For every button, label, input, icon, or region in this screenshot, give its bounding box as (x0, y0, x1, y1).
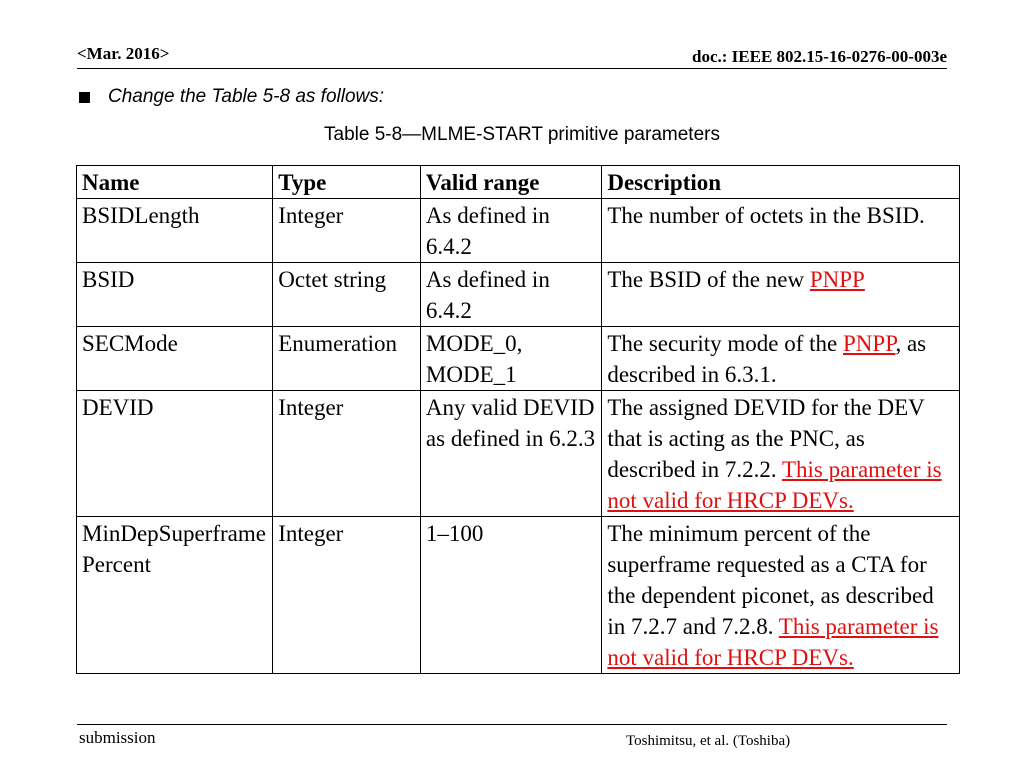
header-divider (77, 68, 947, 69)
column-header-name: Name (77, 166, 273, 199)
description-text: , as described in 6.3.1. (607, 331, 927, 387)
description-text: The assigned DEVID for the DEV that is acting as the PNC, as described in 7.2.2. (607, 395, 925, 482)
cell-name: BSID (77, 263, 273, 327)
cell-description (602, 517, 960, 674)
column-header-type: Type (273, 166, 421, 199)
square-bullet-icon (79, 92, 90, 103)
table-caption: Table 5-8—MLME-START primitive parameters (324, 124, 720, 145)
description-text: The number of octets in the BSID. (607, 203, 925, 228)
instruction-text: Change the Table 5-8 as follows: (108, 86, 385, 107)
cell-description (602, 327, 960, 391)
cell-name: MinDepSuperframePercent (77, 517, 273, 674)
table-row (77, 327, 960, 391)
description-text: The minimum percent of the superframe requested as a CTA for the dependent piconet, as described in 7.2.7 and 7.2.8. (607, 521, 934, 639)
header-doc-id: doc.: IEEE 802.15-16-0276-00-003e (692, 47, 947, 66)
cell-name: BSIDLength (77, 199, 273, 263)
cell-description (602, 199, 960, 263)
cell-description (602, 391, 960, 517)
footer-divider (77, 724, 947, 725)
cell-valid-range: 1–100 (420, 517, 601, 674)
cell-valid-range: As defined in 6.4.2 (420, 263, 601, 327)
table-row (77, 263, 960, 327)
revision-mark-text: This parameter is not valid for HRCP DEVs. (607, 614, 939, 670)
description-text: The security mode of the (607, 331, 844, 356)
cell-name: SECMode (77, 327, 273, 391)
revision-mark-text: PNPP (809, 267, 865, 292)
cell-valid-range: Any valid DEVID as defined in 6.2.3 (420, 391, 601, 517)
instruction-bullet (79, 86, 384, 108)
cell-type: Octet string (273, 263, 421, 327)
cell-type: Integer (273, 391, 421, 517)
parameters-table (76, 165, 960, 674)
footer-authors: Toshimitsu, et al. (Toshiba) (626, 733, 791, 749)
revision-mark-text: This parameter is not valid for HRCP DEVs. (607, 457, 942, 513)
cell-type: Enumeration (273, 327, 421, 391)
footer-submission: submission (79, 728, 156, 747)
cell-type: Integer (273, 517, 421, 674)
cell-description (602, 263, 960, 327)
cell-valid-range: As defined in 6.4.2 (420, 199, 601, 263)
cell-type: Integer (273, 199, 421, 263)
revision-mark-text: PNPP (843, 331, 896, 356)
table-row (77, 517, 960, 674)
table-row (77, 391, 960, 517)
description-text: The BSID of the new (607, 267, 810, 292)
table-header-row (77, 166, 960, 199)
table-row (77, 199, 960, 263)
column-header-description: Description (602, 166, 960, 199)
cell-valid-range: MODE_0, MODE_1 (420, 327, 601, 391)
header-date: <Mar. 2016> (77, 44, 170, 63)
column-header-valid-range: Valid range (420, 166, 601, 199)
cell-name: DEVID (77, 391, 273, 517)
